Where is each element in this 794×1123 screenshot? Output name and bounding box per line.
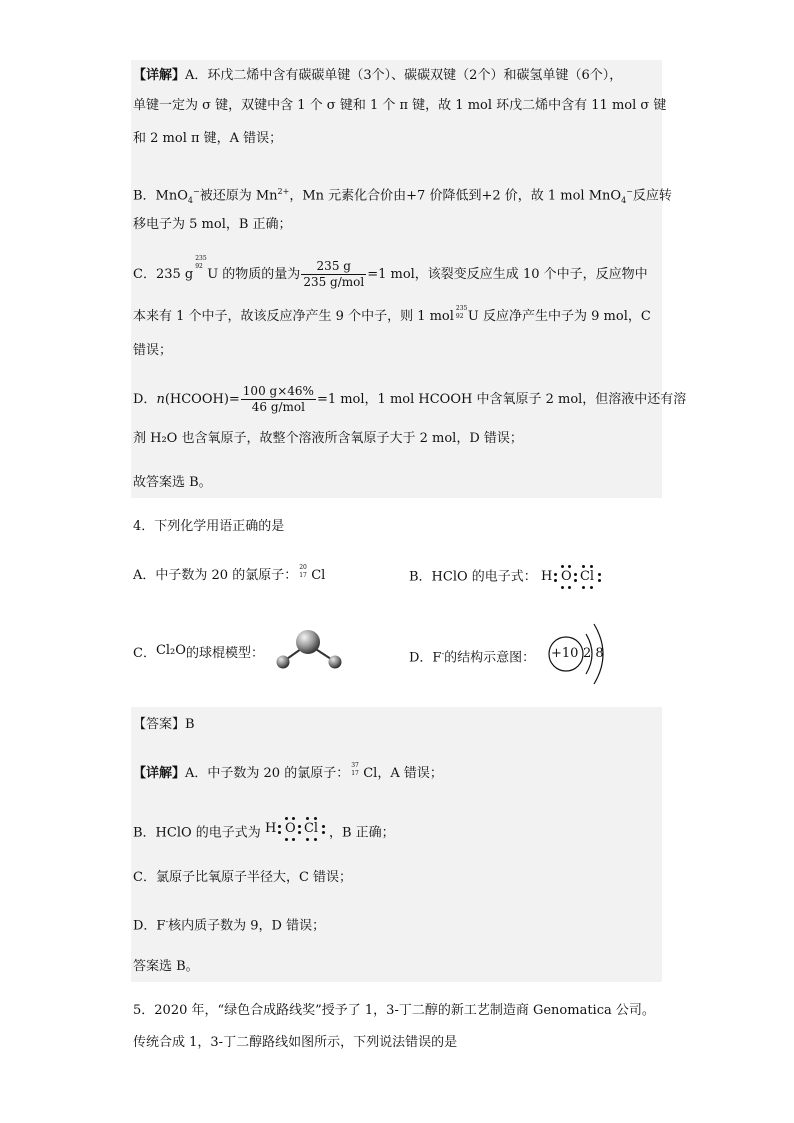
sol4-option-a: 【详解】A．中子数为 20 的氯原子： 37 17 Cl，A 错误； bbox=[133, 762, 443, 781]
central-atom bbox=[296, 630, 320, 654]
sol4-answer: 【答案】B bbox=[133, 717, 195, 732]
q4-option-d: D．F-的结构示意图： bbox=[409, 649, 536, 666]
sol3-option-c-line1: C．235 g 235 92 U 的物质的量为 $\frac{235 g}{\text{235 g/mol}}$ =1 mol，该裂变反应生成 10 个中子，反应物中 bbox=[133, 255, 648, 289]
q5-line1: 5．2020 年，“绿色合成路线奖”授予了 1，3-丁二醇的新工艺制造商 Genomatica 公司。 bbox=[133, 1003, 655, 1018]
cl2o-ball-stick-model bbox=[272, 628, 346, 670]
uranium-isotope: 235 92 bbox=[195, 255, 207, 270]
sol3-final-answer: 故答案选 B。 bbox=[133, 475, 212, 490]
sol4-option-c: C．氯原子比氧原子半径大，C 错误； bbox=[133, 870, 353, 885]
hclo-electron-formula: H O Cl bbox=[541, 567, 605, 587]
sol4-option-d: D．F-核内质子数为 9，D 错误； bbox=[133, 917, 326, 934]
f-ion-shell-electrons: 2 8 bbox=[583, 646, 604, 661]
q5-line2: 传统合成 1，3-丁二醇路线如图所示，下列说法错误的是 bbox=[133, 1035, 458, 1050]
sol3-line1: 【详解】A．环戊二烯中含有碳碳单键（3个）、碳碳双键（2个）和碳氢单键（6个）， bbox=[133, 68, 623, 83]
sol3-option-b-line1: B．MnO$_4$−被还原为 $Mn^{2+}$，Mn 元素化合价由+7 价降低到+2 价，故 1 mol MnO$_4$−反应转 bbox=[133, 187, 672, 205]
f-ion-nucleus-label: +10 bbox=[551, 646, 579, 661]
q4-stem: 4．下列化学用语正确的是 bbox=[133, 519, 285, 534]
q4-option-b: B．HClO 的电子式： H O Cl bbox=[409, 567, 605, 587]
sol4-final: 答案选 B。 bbox=[133, 959, 199, 974]
fraction-moles-hcooh: $\frac{100 g\times 46\%}{\text{46 g/mol}}$ bbox=[242, 384, 314, 414]
fraction-moles-u: $\frac{235 g}{\text{235 g/mol}}$ bbox=[303, 259, 365, 289]
sol3-option-b-line2: 移电子为 5 mol，B 正确； bbox=[133, 217, 292, 232]
sol3-option-d-line1: D．n(HCOOH)= $\frac{100 g\times 46\%}{\text{46 g/mol}}$ =1 mol，1 mol HCOOH 中含氧原子 2 mol，但溶液中还有溶 bbox=[133, 384, 687, 414]
sol3-line2: 单键一定为 σ 键，双键中含 1 个 σ 键和 1 个 π 键，故 1 mol 环戊二烯中含有 11 mol σ 键 bbox=[133, 98, 667, 113]
side-atom-left bbox=[277, 656, 290, 669]
q4-option-c: C．Cl₂O的球棍模型： bbox=[133, 643, 264, 661]
hclo-electron-formula-answer: H O Cl bbox=[265, 819, 329, 839]
sol3-option-c-line3: 错误； bbox=[133, 343, 173, 358]
sol3-option-c-line2: 本来有 1 个中子，故该反应净产生 9 个中子，则 1 mol 235 92 U 反应净产生中子为 9 mol，C bbox=[133, 305, 651, 324]
sol3-line3: 和 2 mol π 键，A 错误； bbox=[133, 131, 283, 146]
solution-q4-block bbox=[131, 707, 662, 982]
q4-option-a: A．中子数为 20 的氯原子： 20 17 Cl bbox=[133, 564, 326, 583]
sol4-option-b: B．HClO 的电子式为 H O Cl ，B 正确； bbox=[133, 823, 395, 843]
side-atom-right bbox=[329, 656, 342, 669]
sol3-option-d-line2: 剂 H₂O 也含氧原子，故整个溶液所含氧原子大于 2 mol，D 错误； bbox=[133, 431, 523, 446]
